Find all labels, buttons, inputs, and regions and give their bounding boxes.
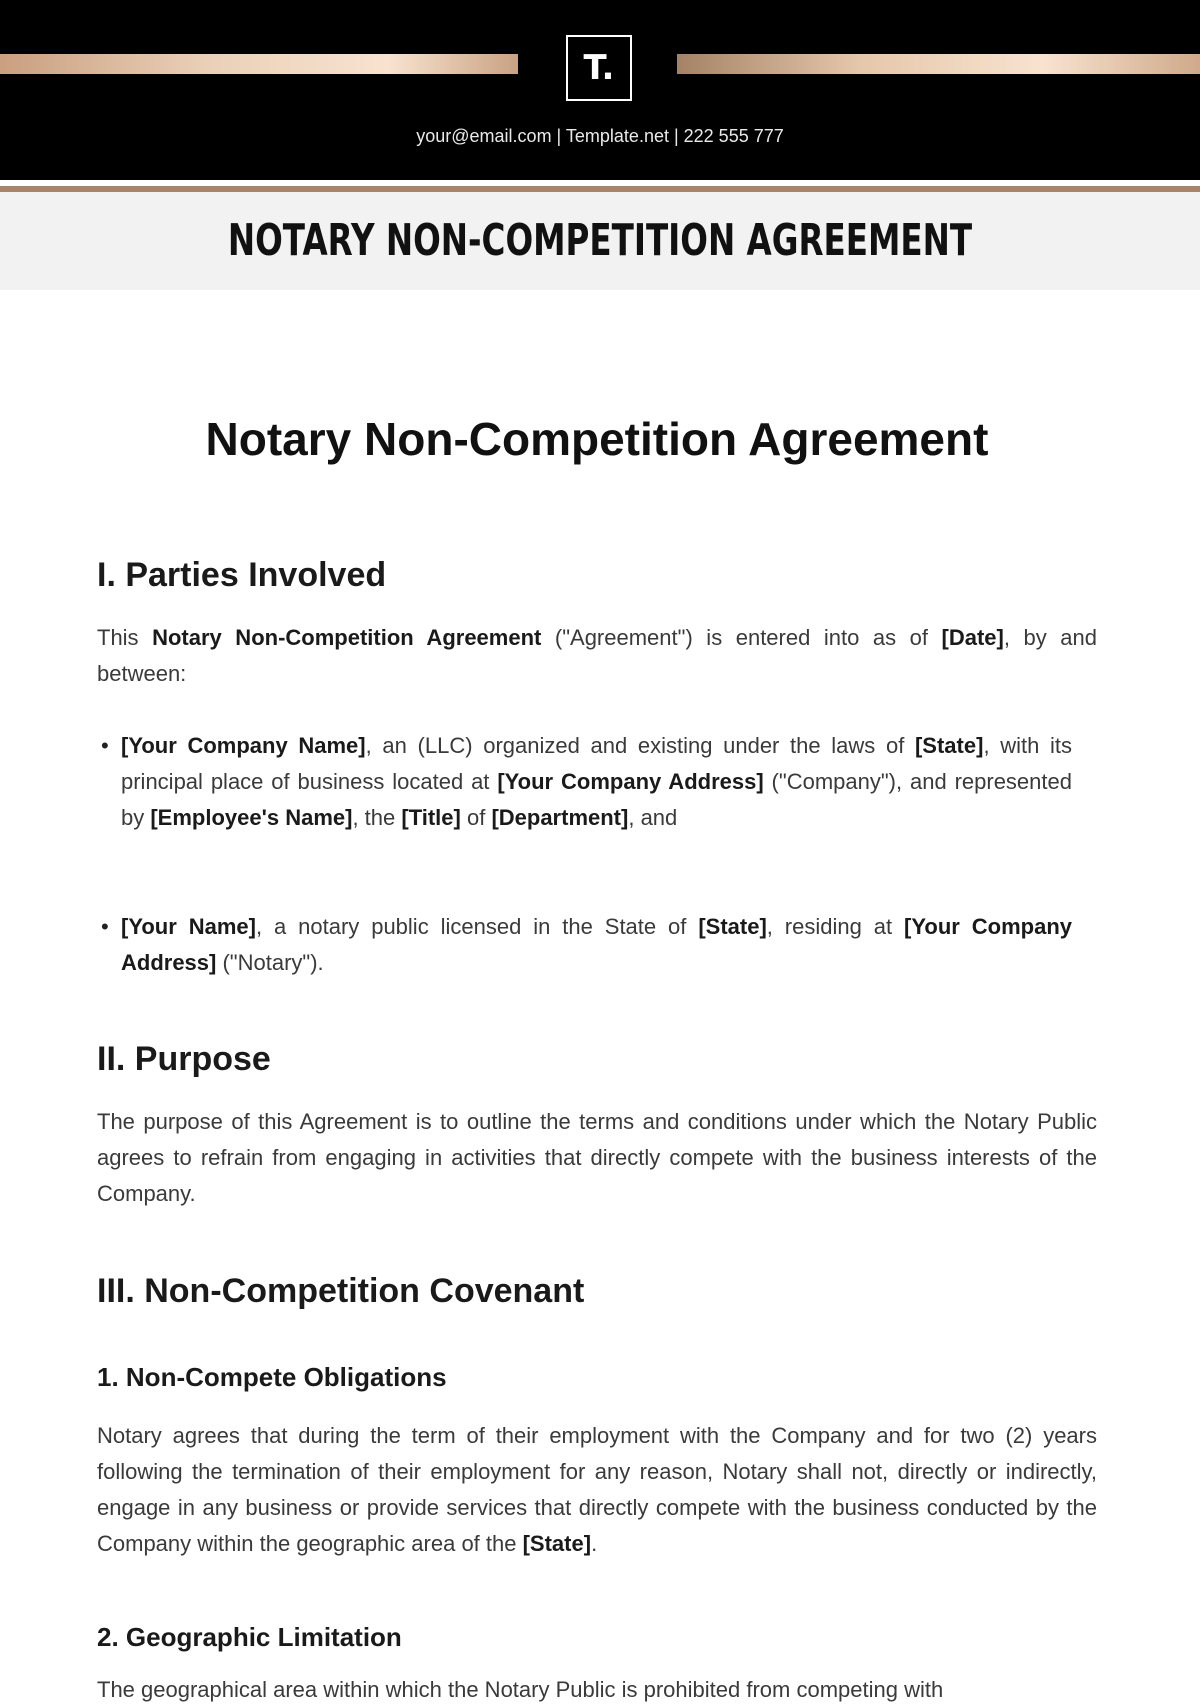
parties-intro-text: This Notary Non-Competition Agreement ("Agreement") is entered into as of [Date], by and between: [97, 625, 1097, 686]
bullet-icon: • [101, 733, 109, 758]
template-logo: T. [566, 35, 632, 101]
list-item-notary-text: [Your Name], a notary public licensed in the State of [State], residing at [Your Company Address] ("Notary"). [121, 914, 1073, 975]
geographic-text: The geographical area within which the Notary Public is prohibited from competing with [97, 1677, 944, 1702]
header-banner [0, 0, 1200, 180]
title-band [0, 192, 1200, 290]
obligations-paragraph [97, 1418, 1097, 1562]
contact-line: your@email.com | Template.net | 222 555 777 [416, 126, 784, 146]
subheading-geographic: 2. Geographic Limitation [97, 1622, 402, 1652]
bullet-icon: • [101, 914, 109, 939]
list-item-notary [97, 909, 1097, 981]
subheading-obligations: 1. Non-Compete Obligations [97, 1362, 447, 1392]
obligations-text: Notary agrees that during the term of their employment with the Company and for two (2) years following the termination of their employment for any reason, Notary shall not, directly or indirectly, engage in any business or provide services that directly compete with the business conducted by the Company within the geographic area of the [State]. [97, 1423, 1097, 1556]
decorative-stripe-right [677, 54, 1200, 74]
list-item-company-text: [Your Company Name], an (LLC) organized and existing under the laws of [State], with its principal place of business located at [Your Company Address] ("Company"), and represented by [Employee's Name], the [Title] of [Department], and [121, 733, 1072, 830]
geographic-paragraph [97, 1672, 1097, 1708]
section-heading-parties: I. Parties Involved [97, 556, 387, 594]
section-heading-purpose: II. Purpose [97, 1040, 271, 1078]
section-heading-covenant: III. Non-Competition Covenant [97, 1272, 585, 1310]
decorative-stripe-left [0, 54, 518, 74]
purpose-paragraph [97, 1104, 1097, 1212]
purpose-text: The purpose of this Agreement is to outline the terms and conditions under which the Notary Public agrees to refrain from engaging in activities that directly compete with the business interests of the Company. [97, 1109, 1097, 1206]
band-title: NOTARY NON-COMPETITION AGREEMENT [227, 215, 973, 266]
document-title: Notary Non-Competition Agreement [205, 413, 989, 465]
parties-intro [97, 620, 1097, 692]
list-item-company [97, 728, 1097, 836]
